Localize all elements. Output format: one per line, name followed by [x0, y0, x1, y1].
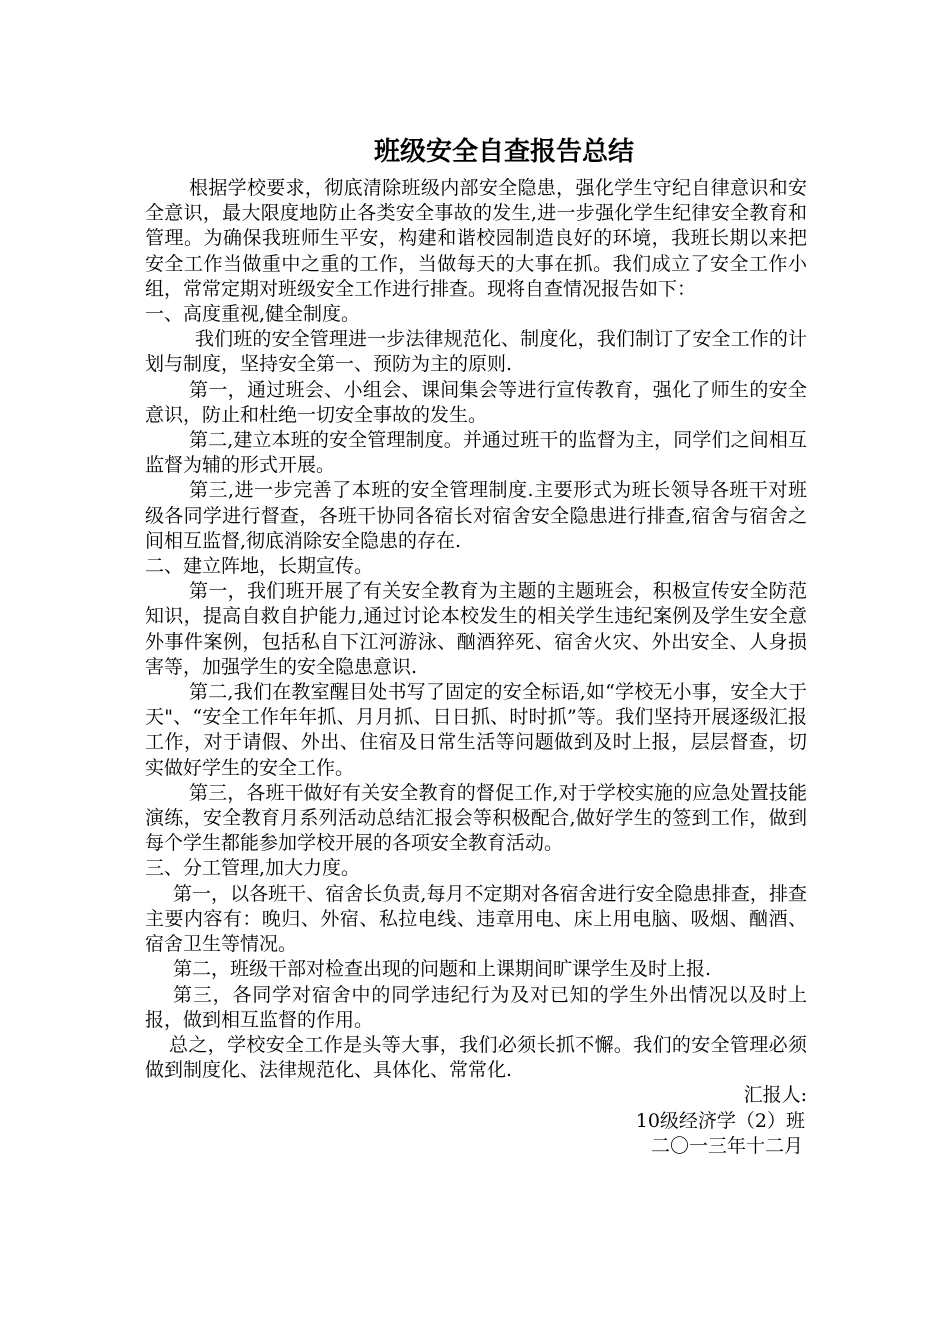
section2-paragraph-1: 第一，我们班开展了有关安全教育为主题的主题班会，积极宣传安全防范知识，提高自救自护能力,通过讨论本校发生的相关学生违纪案例及学生安全意外事件案例，包括私自下江河游泳、酗酒猝死、宿舍火灾、外出安全、人身损害等，加强学生的安全隐患意识. [145, 580, 807, 678]
signature-reporter: 汇报人: [743, 1084, 807, 1107]
section3-paragraph-1: 第一，以各班干、宿舍长负责,每月不定期对各宿舍进行安全隐患排查，排查主要内容有：晚归、外宿、私拉电线、违章用电、床上用电脑、吸烟、酗酒、宿舍卫生等情况。 [145, 882, 807, 956]
section-heading-2: 二、建立阵地，长期宣传。 [145, 555, 374, 578]
document-title: 班级安全自查报告总结 [373, 137, 634, 167]
section2-paragraph-2: 第二,我们在教室醒目处书写了固定的安全标语,如“学校无小事，安全大于天"、“安全工作年年抓、月月抓、日日抓、时时抓”等。我们坚持开展逐级汇报工作，对于请假、外出、住宿及日常生活等问题做到及时上报，层层督查，切实做好学生的安全工作。 [145, 681, 807, 779]
section3-paragraph-2: 第二，班级干部对检查出现的问题和上课期间旷课学生及时上报. [173, 958, 712, 981]
section-heading-3: 三、分工管理,加大力度。 [145, 857, 361, 880]
section-heading-1: 一、高度重视,健全制度。 [145, 303, 361, 326]
conclusion-paragraph: 总之，学校安全工作是头等大事，我们必须长抓不懈。我们的安全管理必须做到制度化、法律规范化、具体化、常常化. [145, 1033, 807, 1082]
signature-class: 10级经济学（2）班 [635, 1109, 805, 1132]
section1-paragraph-3: 第二,建立本班的安全管理制度。并通过班干的监督为主，同学们之间相互监督为辅的形式开展。 [145, 429, 807, 477]
section1-paragraph-1: 我们班的安全管理进一步法律规范化、制度化，我们制订了安全工作的计划与制度，坚持安全第一、预防为主的原则. [145, 328, 807, 376]
section3-paragraph-3: 第三，各同学对宿舍中的同学违纪行为及对已知的学生外出情况以及时上报，做到相互监督的作用。 [145, 983, 807, 1031]
section2-paragraph-3: 第三，各班干做好有关安全教育的督促工作,对于学校实施的应急处置技能演练，安全教育月系列活动总结汇报会等积极配合,做好学生的签到工作，做到每个学生都能参加学校开展的各项安全教育活动。 [145, 781, 807, 855]
document-page [145, 130, 807, 1159]
signature-date: 二〇一三年十二月 [650, 1134, 803, 1157]
section1-paragraph-2: 第一，通过班会、小组会、课间集会等进行宣传教育，强化了师生的安全意识，防止和杜绝一切安全事故的发生。 [145, 378, 807, 426]
intro-paragraph: 根据学校要求，彻底清除班级内部安全隐患，强化学生守纪自律意识和安全意识，最大限度地防止各类安全事故的发生,进一步强化学生纪律安全教育和管理。为确保我班师生平安，构建和谐校园制造良好的环境，我班长期以来把安全工作当做重中之重的工作，当做每天的大事在抓。我们成立了安全工作小组，常常定期对班级安全工作进行排查。现将自查情况报告如下： [145, 177, 807, 300]
section1-paragraph-4: 第三,进一步完善了本班的安全管理制度.主要形式为班长领导各班干对班级各同学进行督查，各班干协同各宿长对宿舍安全隐患进行排查,宿舍与宿舍之间相互监督,彻底消除安全隐患的存在. [145, 479, 807, 552]
